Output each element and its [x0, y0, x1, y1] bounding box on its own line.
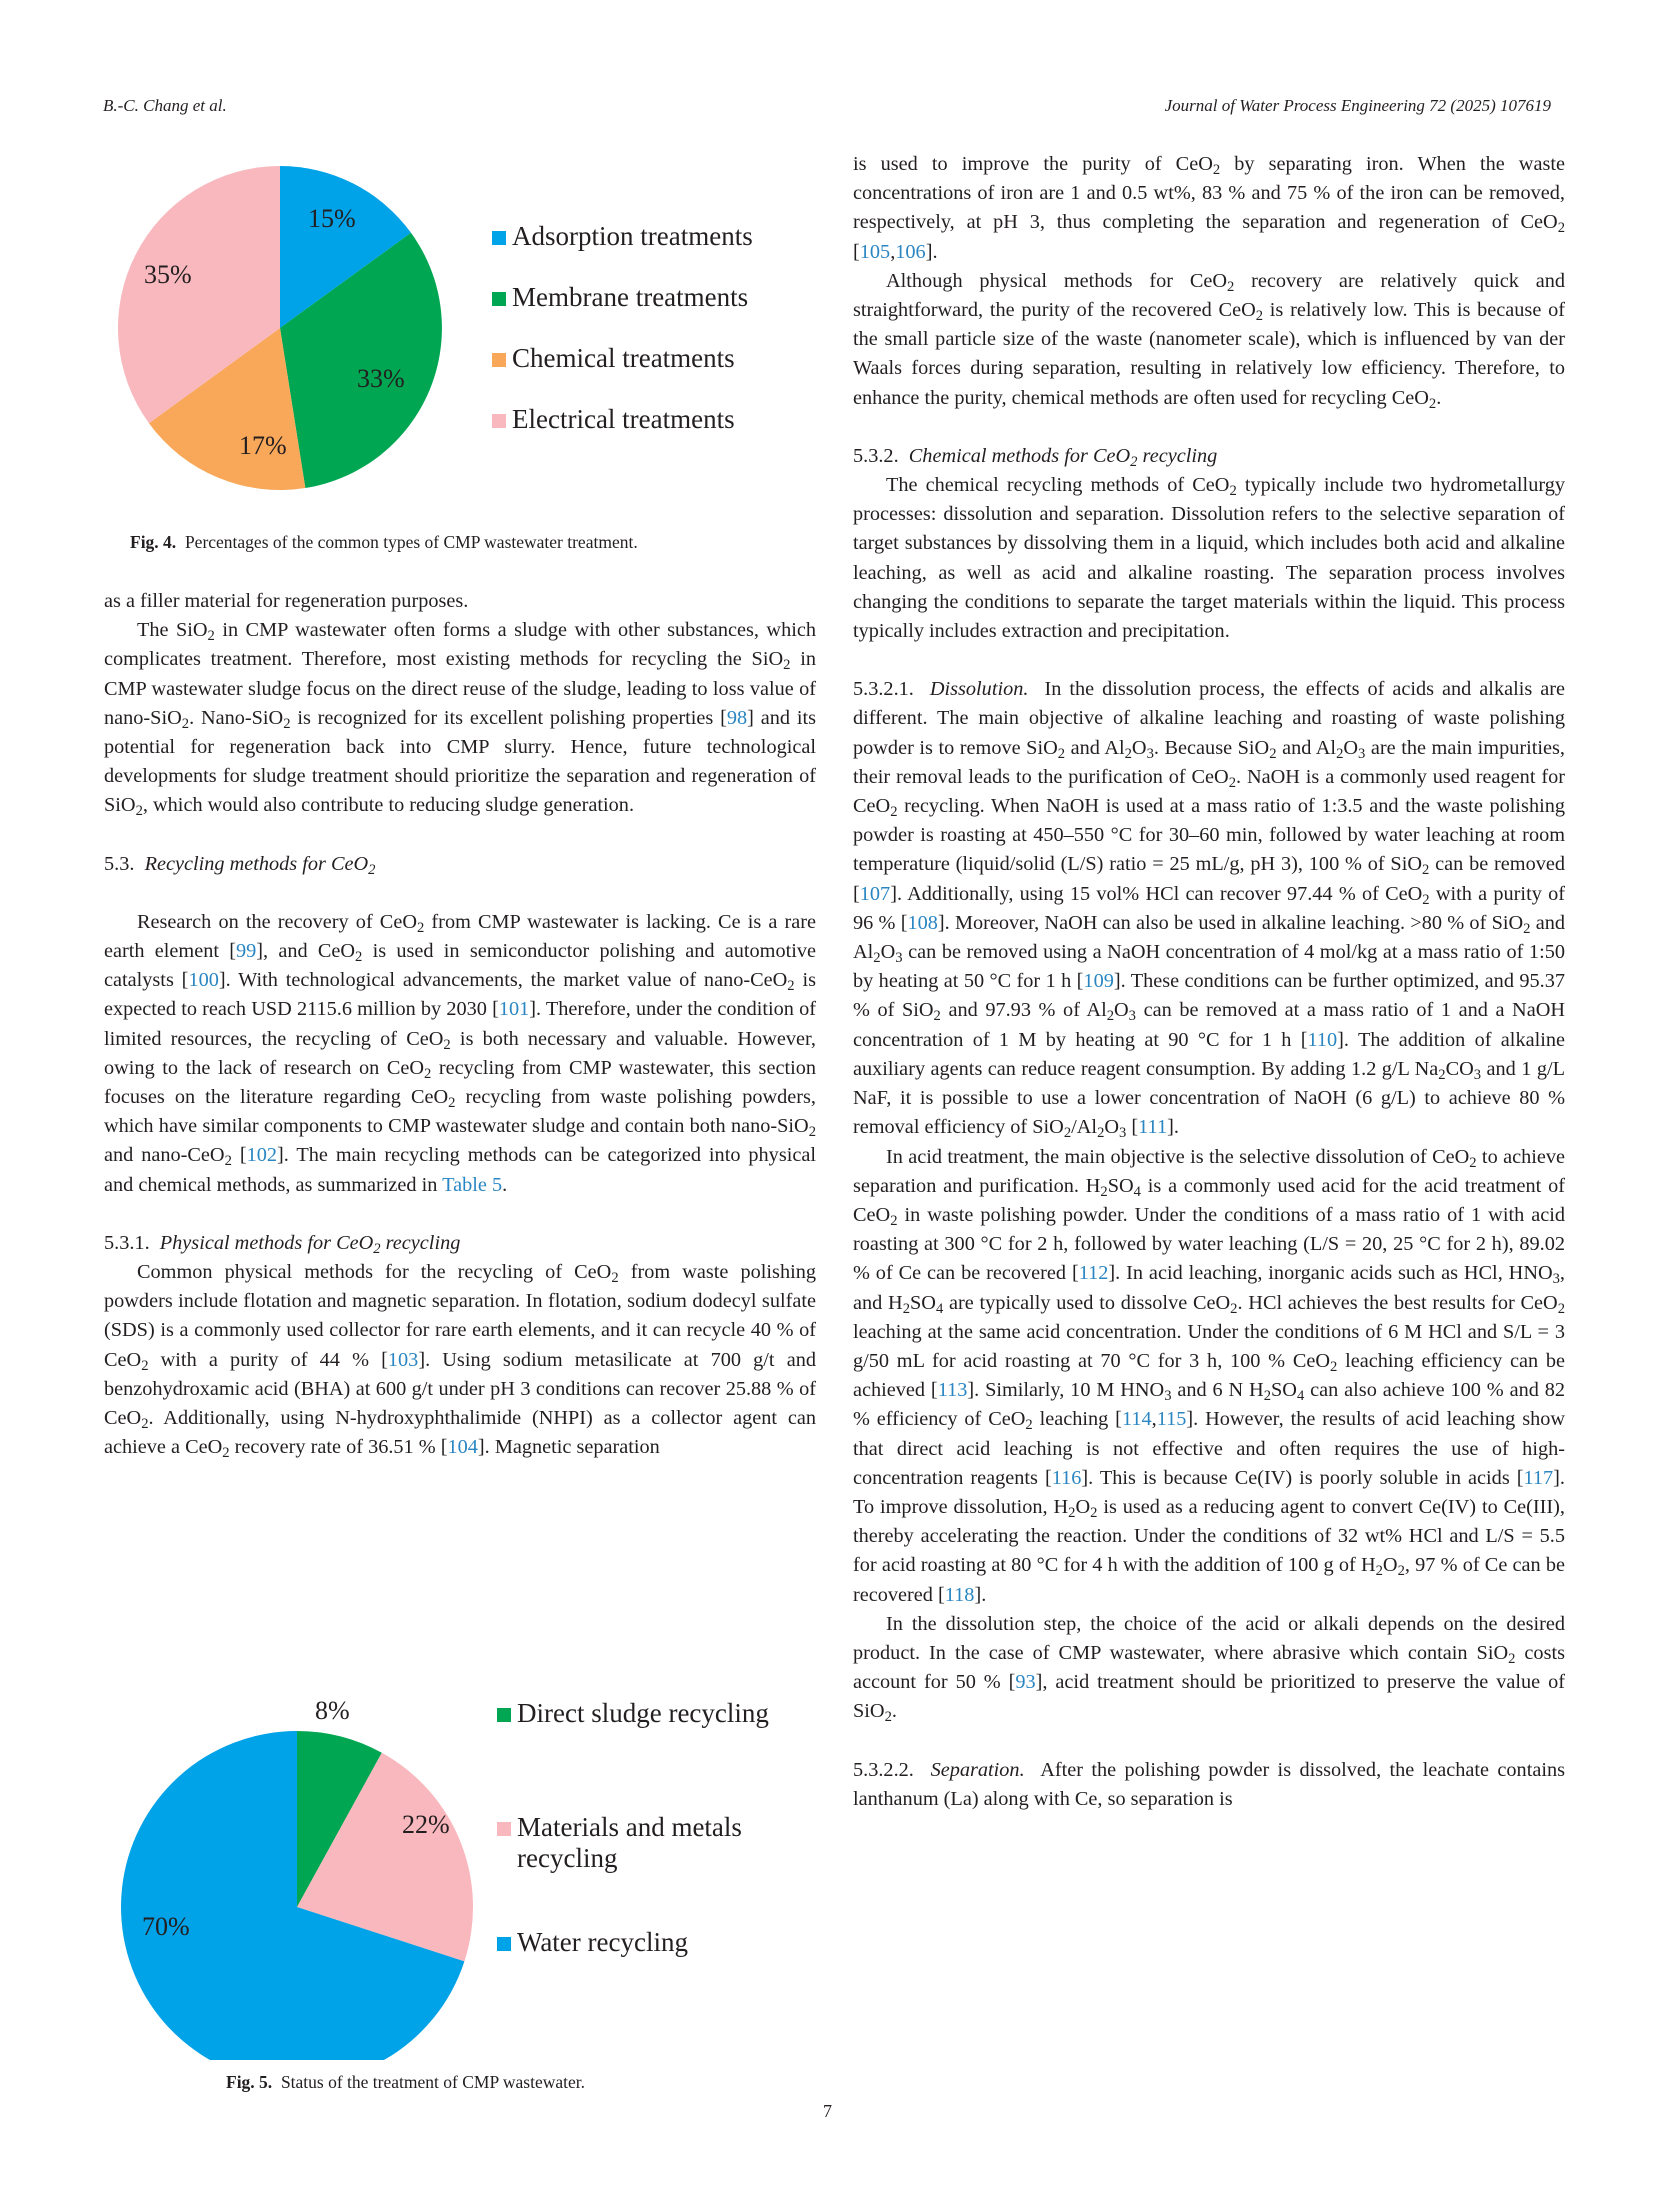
citation-link[interactable]: 93: [1015, 1671, 1036, 1694]
citation-link[interactable]: 100: [188, 969, 219, 992]
citation-link[interactable]: 106: [895, 240, 926, 263]
fig4-label-15: 15%: [308, 204, 356, 233]
fig5-label-8: 8%: [315, 1696, 350, 1725]
citation-link[interactable]: 107: [859, 882, 891, 905]
fig4-legend-membrane: Membrane treatments: [492, 282, 748, 313]
running-header-journal: Journal of Water Process Engineering 72 (2025) 107619: [1164, 96, 1551, 115]
section-heading-5-3-2: 5.3.2. Chemical methods for CeO$_2$ recycling: [853, 444, 1218, 470]
figure-4: [100, 150, 820, 510]
legend-swatch-blue-icon: [492, 231, 506, 245]
citation-link[interactable]: 117: [1523, 1466, 1554, 1489]
citation-link[interactable]: 118: [944, 1583, 975, 1606]
fig4-label-35: 35%: [144, 260, 192, 289]
citation-link[interactable]: 98: [726, 706, 748, 729]
fig4-label-17: 17%: [239, 431, 287, 460]
fig5-caption: Fig. 5. Status of the treatment of CMP wastewater.: [226, 2072, 586, 2092]
figure-5: [100, 1660, 820, 2060]
citation-link[interactable]: 109: [1083, 970, 1114, 993]
fig4-label-33: 33%: [357, 364, 405, 393]
fig4-legend-chemical: Chemical treatments: [492, 343, 735, 374]
citation-link[interactable]: 104: [447, 1436, 478, 1459]
fig5-legend-water: Water recycling: [497, 1927, 688, 1958]
left-paragraph-0: as a filler material for regeneration purposes.: [104, 590, 469, 612]
left-paragraph-2: Research on the recovery of CeO$_2$ from CMP wastewater is lacking. Ce is a rare earth element [99], and CeO$_2$ is used in semiconductor polishing and automotive catalysts [100]. With technological advancements, the market value of nano-CeO$_2$ is expected to reach USD 2115.6 million by 2030 [101]. Therefore, under the condition of limited resources, the recycling of CeO$_2$ is both necessary and valuable. However, owing to the lack of research on CeO$_2$ recycling from CMP wastewater, this section focuses on the literature regarding CeO$_2$ recycling from waste polishing powders, which have similar components to CMP wastewater sludge and contain both nano-SiO$_2$ and nano-CeO$_2$ [102]. The main recycling methods can be categorized into physical and chemical methods, as summarized in Table 5.: [104, 910, 817, 1196]
right-paragraph-3: 5.3.2.1. Dissolution. In the dissolution process, the effects of acids and alkalis are different. The main objective of alkaline leaching and roasting of waste polishing powder is to remove SiO$_2$ and $Al_2O_3$. Because SiO$_2$ and $Al_2O_3$ are the main impurities, their removal leads to the purification of CeO$_2$. NaOH is a commonly used reagent for CeO$_2$ recycling. When NaOH is used at a mass ratio of 1:3.5 and the waste polishing powder is roasting at 450–550 °C for 30–60 min, followed by water leaching at room temperature (liquid/solid (L/S) ratio = 25 mL/g, pH 3), 100 % of SiO$_2$ can be removed [107]. Additionally, using 15 vol% HCl can recover 97.44 % of CeO$_2$ with a purity of 96 % [108]. Moreover, NaOH can also be used in alkaline leaching. >80 % of SiO$_2$ and $Al_2O_3$ can be removed using a NaOH concentration of 4 mol/kg at a mass ratio of 1:50 by heating at 50 °C for 1 h [109]. These conditions can be further optimized, and 95.37 % of SiO$_2$ and 97.93 % of $Al_2O_3$ can be removed at a mass ratio of 1 and a NaOH concentration of 1 M by heating at 90 °C for 1 h [110]. The addition of alkaline auxiliary agents can reduce reagent consumption. By adding 1.2 g/L $Na_2CO_3$ and 1 g/L NaF, it is possible to use a lower concentration of NaOH (6 g/L) to achieve 80 % removal efficiency of $SiO_2/Al_2O_3$ [111].: [853, 678, 1566, 1142]
right-paragraph-6: 5.3.2.2. Separation. After the polishing powder is dissolved, the leachate contains lanthanum (La) along with Ce, so separation is: [853, 1758, 1565, 1810]
section-heading-5-3: 5.3. Recycling methods for CeO$_2$: [104, 852, 376, 878]
fig5-legend-direct-sludge: Direct sludge recycling: [497, 1698, 769, 1729]
citation-link[interactable]: 113: [937, 1379, 968, 1402]
table-5-link[interactable]: Table 5: [442, 1173, 503, 1196]
left-paragraph-3: Common physical methods for the recycling of CeO$_2$ from waste polishing powders include flotation and magnetic separation. In flotation, sodium dodecyl sulfate (SDS) is a commonly used collector for rare earth elements, and it can recycle 40 % of CeO$_2$ with a purity of 44 % [103]. Using sodium metasilicate at 700 g/t and benzohydroxamic acid (BHA) at 600 g/t under pH 3 conditions can recover 25.88 % of CeO$_2$. Additionally, using N-hydroxyphthalimide (NHPI) as a collector agent can achieve a CeO$_2$ recovery rate of 36.51 % [104]. Magnetic separation: [104, 1261, 817, 1462]
section-heading-5-3-2-1: 5.3.2.1. Dissolution.: [853, 678, 1029, 701]
fig5-legend-materials-metals: Materials and metals recycling: [497, 1812, 742, 1874]
citation-link[interactable]: 116: [1051, 1466, 1082, 1489]
fig4-legend-adsorption: Adsorption treatments: [492, 221, 753, 252]
citation-link[interactable]: 111: [1138, 1116, 1168, 1139]
citation-link[interactable]: 101: [498, 998, 530, 1021]
right-paragraph-0: is used to improve the purity of CeO$_2$ by separating iron. When the waste concentrations of iron are 1 and 0.5 wt%, 83 % and 75 % of the iron can be removed, respectively, at pH 3, thus completing the separation and regeneration of CeO$_2$ [105,106].: [853, 153, 1565, 263]
citation-link[interactable]: 110: [1307, 1028, 1338, 1051]
legend-swatch-pink-icon: [492, 414, 506, 428]
section-heading-5-3-1: 5.3.1. Physical methods for CeO$_2$ recycling: [104, 1231, 461, 1257]
citation-link[interactable]: 105: [859, 240, 891, 263]
fig4-pie-chart: [100, 150, 820, 510]
section-heading-5-3-2-2: 5.3.2.2. Separation.: [853, 1758, 1025, 1781]
right-paragraph-5: In the dissolution step, the choice of the acid or alkali depends on the desired product. In the case of CMP wastewater, where abrasive which contain SiO$_2$ costs account for 50 % [93], acid treatment should be prioritized to preserve the value of SiO$_2$.: [853, 1612, 1565, 1726]
citation-link[interactable]: 115: [1156, 1408, 1187, 1431]
fig5-label-70: 70%: [142, 1912, 190, 1941]
right-paragraph-1: Although physical methods for CeO$_2$ recovery are relatively quick and straightforward, the purity of the recovered CeO$_2$ is relatively low. This is because of the small particle size of the waste (nanometer scale), which is influenced by van der Waals forces during separation, resulting in relatively low efficiency. Therefore, to enhance the purity, chemical methods are often used for recycling CeO$_2$.: [853, 269, 1565, 412]
citation-link[interactable]: 102: [246, 1144, 277, 1167]
fig4-legend-electrical: Electrical treatments: [492, 404, 735, 435]
legend-swatch-green-icon: [497, 1708, 511, 1722]
fig5-label-22: 22%: [402, 1810, 450, 1839]
right-column: [853, 150, 1565, 1814]
citation-link[interactable]: 103: [387, 1348, 419, 1371]
page-number: 7: [823, 2101, 832, 2121]
citation-link[interactable]: 112: [1078, 1262, 1109, 1285]
legend-swatch-pink-icon: [497, 1822, 511, 1836]
legend-swatch-orange-icon: [492, 353, 506, 367]
left-paragraph-1: The SiO$_2$ in CMP wastewater often forms a sludge with other substances, which complicates treatment. Therefore, most existing methods for recycling the SiO$_2$ in CMP wastewater sludge focus on the direct reuse of the sludge, leading to loss value of nano-SiO$_2$. Nano-SiO$_2$ is recognized for its excellent polishing properties [98] and its potential for regeneration back into CMP slurry. Hence, future technological developments for sludge treatment should prioritize the separation and regeneration of SiO$_2$, which would also contribute to reducing sludge generation.: [104, 619, 817, 820]
citation-link[interactable]: 99: [235, 940, 257, 963]
fig4-caption: Fig. 4. Percentages of the common types of CMP wastewater treatment.: [130, 532, 638, 552]
right-paragraph-4: In acid treatment, the main objective is the selective dissolution of CeO$_2$ to achieve separation and purification. $H_2SO_4$ is a commonly used acid for the acid treatment of CeO$_2$ in waste polishing powder. Under the conditions of a mass ratio of 1 with acid roasting at 300 °C for 2 h, followed by water leaching (L/S = 20, 25 °C for 2 h), 89.02 % of Ce can be recovered [112]. In acid leaching, inorganic acids such as HCl, $HNO_3$, and $H_2SO_4$ are typically used to dissolve CeO$_2$. HCl achieves the best results for CeO$_2$ leaching at the same acid concentration. Under the conditions of 6 M HCl and S/L = 3 g/50 mL for acid roasting at 70 °C for 3 h, 100 % CeO$_2$ leaching efficiency can be achieved [113]. Similarly, 10 M $HNO_3$ and 6 N $H_2SO_4$ can also achieve 100 % and 82 % efficiency of CeO$_2$ leaching [114,115]. However, the results of acid leaching show that direct acid leaching is not effective and often requires the use of high-concentration reagents [116]. This is because Ce(IV) is poorly soluble in acids [117]. To improve dissolution, $H_2O_2$ is used as a reducing agent to convert Ce(IV) to Ce(III), thereby accelerating the reaction. Under the conditions of 32 wt% HCl and L/S = 5.5 for acid roasting at 80 °C for 4 h with the addition of 100 g of $H_2O_2$, 97 % of Ce can be recovered [118].: [853, 1145, 1566, 1606]
running-header-authors: B.-C. Chang et al.: [103, 96, 227, 115]
left-column: [104, 587, 816, 1462]
citation-link[interactable]: 114: [1121, 1408, 1152, 1431]
legend-swatch-blue-icon: [497, 1937, 511, 1951]
legend-swatch-green-icon: [492, 292, 506, 306]
right-paragraph-2: The chemical recycling methods of CeO$_2$ typically include two hydrometallurgy processes: dissolution and separation. Dissolution refers to the selective separation of target substances by dissolving them in a liquid, which includes both acid and alkaline leaching, as well as acid and alkaline roasting. The separation process involves changing the conditions to separate the target materials within the liquid. This process typically includes extraction and precipitation.: [853, 474, 1566, 643]
citation-link[interactable]: 108: [907, 911, 938, 934]
